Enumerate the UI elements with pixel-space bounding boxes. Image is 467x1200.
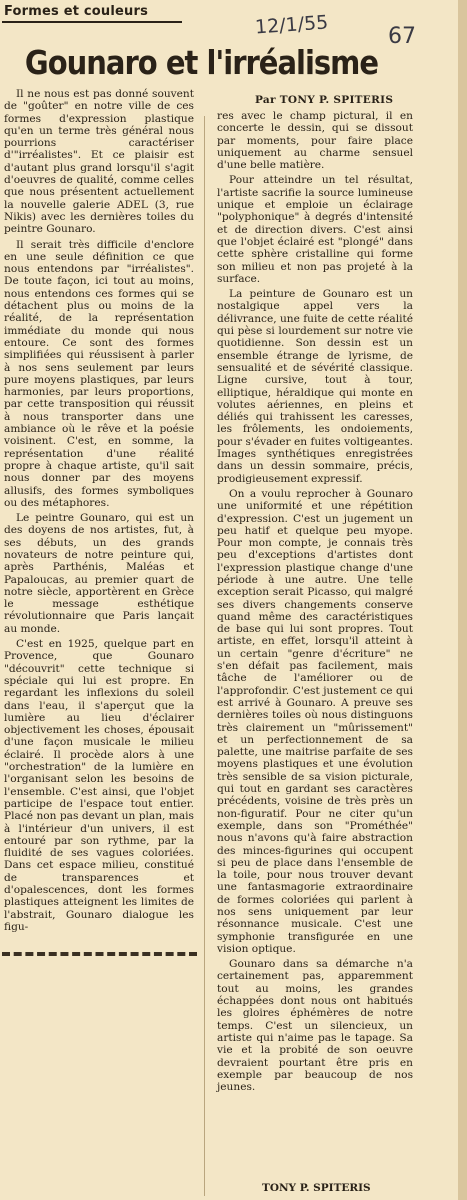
paragraph: C'est en 1925, quelque part en Provence, que Gounaro "découvrit" cette technique si spéciale qui lui est propre. En regardant les inflexions du soleil dans l'eau, il s'aperçut que la lumière au lieu d'éclairer objectivement les choses, épousait d'une façon musicale le milieu éclairé. Il procède alors à une "orchestration" de la lumière en l'organisant selon les besoins de l'ensemble. C'est ainsi, que l'objet participe de l'espace tout entier. Placé non pas devant un plan, mais à l'intérieur d'un univers, il est entouré par son rythme, par la fluidité de ses vagues coloriées. Dans cet espace milieu, constitué de transparences et d'opalescences, dont les formes plastiques atteignent les limites de l'abstrait, Gounaro dialogue les figu-: [4, 638, 194, 933]
cut-line: [2, 952, 197, 956]
article-column-2: [217, 110, 413, 1096]
paragraph: Pour atteindre un tel résultat, l'artiste sacrifie la source lumineuse unique et emploie un éclairage "polyphonique" à degrés d'intensité et de direction divers. C'est ainsi que l'objet éclairé est "plongé" dans cette sphère cristalline qui forme son milieu et non pas projeté à la surface.: [217, 174, 413, 285]
handwritten-date: 12/1/55: [254, 11, 329, 39]
article-signature: TONY P. SPITERIS: [262, 1182, 371, 1194]
paragraph: On a voulu reprocher à Gounaro une uniformité et une répétition d'expression. C'est un jugement un peu hatif et quelque peu myope. Pour mon compte, je connais très peu d'exceptions d'artistes dont l'expression plastique change d'une période à une autre. Une telle exception serait Picasso, qui malgré ses divers changements conserve quand même des caractéristiques de base qui lui sont propres. Tout artiste, en effet, lorsqu'il atteint à un certain "genre d'écriture" ne s'en défait pas facilement, mais tâche de l'améliorer ou de l'approfondir. C'est justement ce qui est arrivé à Gounaro. A preuve ses dernières toiles où nous distinguons très clairement un "mûrissement" et un perfectionnement de sa palette, une maitrise parfaite de ses moyens plastiques et une évolution très sensible de sa vision picturale, qui tout en gardant ses caractères précédents, voisine de très près un non-figuratif. Pour ne citer qu'un exemple, dans son "Prométhée" nous n'avons qu'à faire abstraction des minces-figurines qui occupent si peu de place dans l'ensemble de la toile, pour nous trouver devant une fantasmagorie extraordinaire de formes coloriées qui parlent à nos sens uniquement par leur résonnance musicale. C'est une symphonie transfigurée en une vision optique.: [217, 487, 413, 955]
article-headline: Gounaro et l'irréalisme: [24, 44, 379, 83]
paragraph: res avec le champ pictural, il en concerte le dessin, qui se dissout par moments, pour faire place uniquement au charme sensuel d'une belle matière.: [217, 110, 413, 172]
paragraph: Il serait très difficile d'enclore en une seule définition ce que nous entendons par "irréalistes". De toute façon, ici tout au moins, nous entendons ces formes qui se détachent plus ou moins de la réalité, de la représentation immédiate du monde qui nous entoure. Ce sont des formes simplifiées qui réussisent à parler à nos sens seulement par leurs pure moyens plastiques, par leurs harmonies, par leurs proportions, par cette transposition qui réussit à nous transporter dans une ambiance où le rêve et la poésie voisinent. C'est, en somme, la représentation d'une réalité propre à chaque artiste, qu'il sait nous donner par des moyens allusifs, des formes symboliques ou des métaphores.: [4, 238, 194, 509]
paragraph: Le peintre Gounaro, qui est un des doyens de nos artistes, fut, à ses débuts, un des grands novateurs de notre peinture qui, après Parthénis, Maléas et Papaloucas, au premier quart de notre siècle, apportèrent en Grèce le message esthétique révolutionnaire que Paris lançait au monde.: [4, 512, 194, 635]
paper-edge: [458, 0, 467, 1200]
article-byline: Par TONY P. SPITERIS: [255, 94, 394, 106]
paragraph: La peinture de Gounaro est un nostalgique appel vers la délivrance, une fuite de cette réalité qui pèse si lourdement sur notre vie quotidienne. Son dessin est un ensemble étrange de lyrisme, de sensualité et de sévérité classique. Ligne cursive, tout à tour, elliptique, héraldique qui monte en volutes aériennes, en pleins et déliés qui trahissent les caresses, les frôlements, les ondoiements, pour s'évader en fuites voltigeantes. Images synthétiques enregistrées dans un dessin sommaire, précis, prodigieusement expressif.: [217, 288, 413, 485]
handwritten-number: 67: [388, 24, 416, 49]
article-column-1: [4, 88, 194, 936]
rubric-underline: [2, 21, 182, 23]
section-rubric: Formes et couleurs: [4, 4, 149, 19]
column-divider: [204, 116, 205, 1196]
paragraph: Gounaro dans sa démarche n'a certainement pas, apparemment tout au moins, les grandes échappées dont nous ont habitués les gloires éphémères de notre temps. C'est un silencieux, un artiste qui n'aime pas le tapage. Sa vie et la probité de son oeuvre devraient pourtant être pris en exemple par beaucoup de nos jeunes.: [217, 958, 413, 1094]
paragraph: Il ne nous est pas donné souvent de "goûter" en notre ville de ces formes d'expression plastique qu'en un terme très général nous pourrions caractériser d'"irréalistes". Et ce plaisir est d'autant plus grand lorsqu'il s'agit d'oeuvres de qualité, comme celles que nous présentent actuellement la nouvelle galerie ADEL (3, rue Nikis) avec les dernières toiles du peintre Gounaro.: [4, 88, 194, 236]
